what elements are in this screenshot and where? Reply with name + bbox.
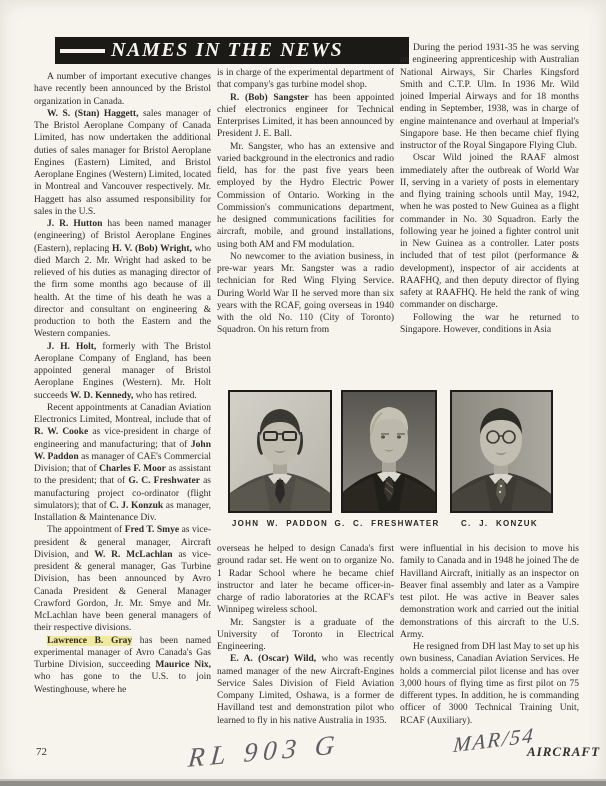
paragraph: Mr. Sangster is a graduate of the University of Toronto in Electrical Engineering. [217, 617, 394, 652]
portrait-illustration [230, 392, 330, 511]
photo-caption-konzuk: C. J. KONZUK [461, 519, 538, 528]
portrait-illustration [452, 392, 551, 511]
paragraph: During the period 1931-35 he was serving an engineering apprenticeship with Australian National Airways, Sir Charles Kingsford Smith and C.T.P. Ulm. In 1936 Mr. Wild joined Imperial Airways and for 18 months ending in September, 1938, was in charge of engine maintenance and overhaul at Imperial's Singapore base. He then became chief flying instructor of the Royal Singapore Flying Club. [400, 43, 579, 151]
paragraph: R. (Bob) Sangster has been appointed chief electronics engineer for Technical Enterprises Limited, it has been announced by President J. E. Ball. [217, 92, 394, 140]
portrait-photo-paddon [228, 390, 332, 513]
paragraph: were influential in his decision to move his family to Canada and in 1948 he joined The de Havilland Aircraft, initially as an inspector on Beaver final assembly and later as a Vampire test pilot. He was active in Beaver sales demonstration work and carried out the initial demonstrations of this aircraft to the U.S. Army. [400, 544, 579, 640]
paragraph: Lawrence B. Gray has been named experimental manager of Avro Canada's Gas Turbine Division, succeeding Maurice Nix, who has gone to the U.S. to join Westinghouse, where he [34, 635, 211, 695]
paragraph: Recent appointments at Canadian Aviation Electronics Limited, Montreal, include that of R. W. Cooke as vice-president in charge of engineering and manufacturing; that of John W. Paddon as manager of CAE's Commercial Division; that of Charles F. Moor as assistant to the president; that of G. C. Freshwater as manufacturing project co-ordinator (flight simulators); that of C. J. Konzuk as manager, Installation & Maintenance Div. [34, 402, 211, 523]
paragraph: is in charge of the experimental department of that company's gas turbine model shop. [217, 68, 394, 91]
paragraph: A number of important executive changes have recently been announced by the Bristol organization in Canada. [34, 72, 211, 107]
paragraph: W. S. (Stan) Haggett, sales manager of The Bristol Aeroplane Company of Canada Limited, has now undertaken the additional duties of sales manager for Bristol Aeroplane Engines (Eastern) Limited, and Bristol Aeroplane Engines (Western) Limited, located in Montreal and Vancouver respectively. Mr. Haggett has also assumed responsibility for sales in the U.S. [34, 108, 211, 217]
scan-edge [0, 781, 606, 786]
paragraph: Following the war he returned to Singapore. However, conditions in Asia [400, 312, 579, 335]
page-number: 72 [36, 746, 47, 758]
photo-caption-freshwater: G. C. FRESHWATER [334, 519, 440, 528]
paragraph: The appointment of Fred T. Smye as vice-president & general manager, Aircraft Division, and W. R. McLachlan as vice-president & general manager, Gas Turbine Division, has been announced by Avro Canada President & General Manager Crawford Gordon, Jr. Mr. Smye and Mr. McLachlan have been general managers of their respective divisions. [34, 525, 211, 634]
banner-dash-rule [60, 49, 105, 53]
paragraph: E. A. (Oscar) Wild, who was recently named manager of the new Aircraft-Engines Service Sales Division of Field Aviation Company Limited, Oshawa, is a former de Havilland test and demonstration pilot who learned to fly in his native Australia in 1935. [217, 654, 394, 726]
paragraph: He resigned from DH last May to set up his own business, Canadian Aviation Services. He holds a commercial pilot license and has over 3,000 hours of flying time as first pilot on 75 different types. In addition, he is commanding officer of 3000 Technical Training Unit, RCAF (Auxiliary). [400, 642, 579, 726]
portrait-photo-konzuk [450, 390, 553, 513]
text-column-1 [34, 71, 211, 696]
text-column-2-lower [217, 543, 394, 727]
section-title: NAMES IN THE NEWS [111, 39, 344, 61]
text-column-3-lower [400, 543, 579, 727]
paragraph: overseas he helped to design Canada's first ground radar set. He went on to organize No. 1 Radar School where he became chief instructor and later he became officer-in-charge of radio laboratories at the RCAF's Winnipeg wireless school. [217, 544, 394, 616]
paragraph: J. H. Holt, formerly with The Bristol Aeroplane Company of England, has been appointed general manager of Bristol Aeroplane Engines (Western). Mr. Holt succeeds W. D. Kennedy, who has retired. [34, 341, 211, 401]
section-banner [55, 37, 409, 64]
portrait-photo-freshwater [341, 390, 437, 513]
text-column-2-upper [217, 67, 394, 337]
handwritten-date: MAR/54 [452, 722, 536, 758]
paragraph: Oscar Wild joined the RAAF almost immediately after the outbreak of World War II, serving in a variety of posts in elementary and flying training schools until May, 1942, when he was posted to New Guinea as a flight commander in No. 30 Squadron. Early the following year he joined a fighter control unit in New Guinea as a controller. Later posts included that of test pilot (performance & development), inspector of air accidents at RAAFHQ, and then deputy director of flying safety at RAAFHQ. He held the rank of wing commander on discharge. [400, 153, 579, 311]
text-column-3-upper [400, 42, 579, 336]
handwritten-mark: RL 903 G [187, 729, 342, 773]
paragraph: No newcomer to the aviation business, in pre-war years Mr. Sangster was a radio technician for Red Wing Flying Service. During World War II he served more than six years with the RCAF, going overseas in 1940 with the old No. 110 (City of Toronto) Squadron. On his return from [217, 251, 394, 336]
paragraph: J. R. Hutton has been named manager (engineering) of Bristol Aeroplane Engines (Eastern), replacing H. V. (Bob) Wright, who died March 2. Mr. Wright had asked to be relieved of his duties as managing director of the firm some months ago because of ill health. At the time of his death he was a director and consultant on engineering & production to both the Eastern and the Western companies. [34, 219, 211, 340]
paragraph: Mr. Sangster, who has an extensive and varied background in the electronics and radio field, has for the past five years been employed by the Hydro Electric Power Commission of Ontario. Working in the Commission's communications department, he designed communications facilities for aircraft, mobile, and ground installations, using both AM and FM modulation. [217, 141, 394, 250]
photo-caption-paddon: JOHN W. PADDON [231, 519, 329, 528]
magazine-logo: AIRCRAFT [527, 744, 601, 759]
portrait-illustration [343, 392, 435, 511]
